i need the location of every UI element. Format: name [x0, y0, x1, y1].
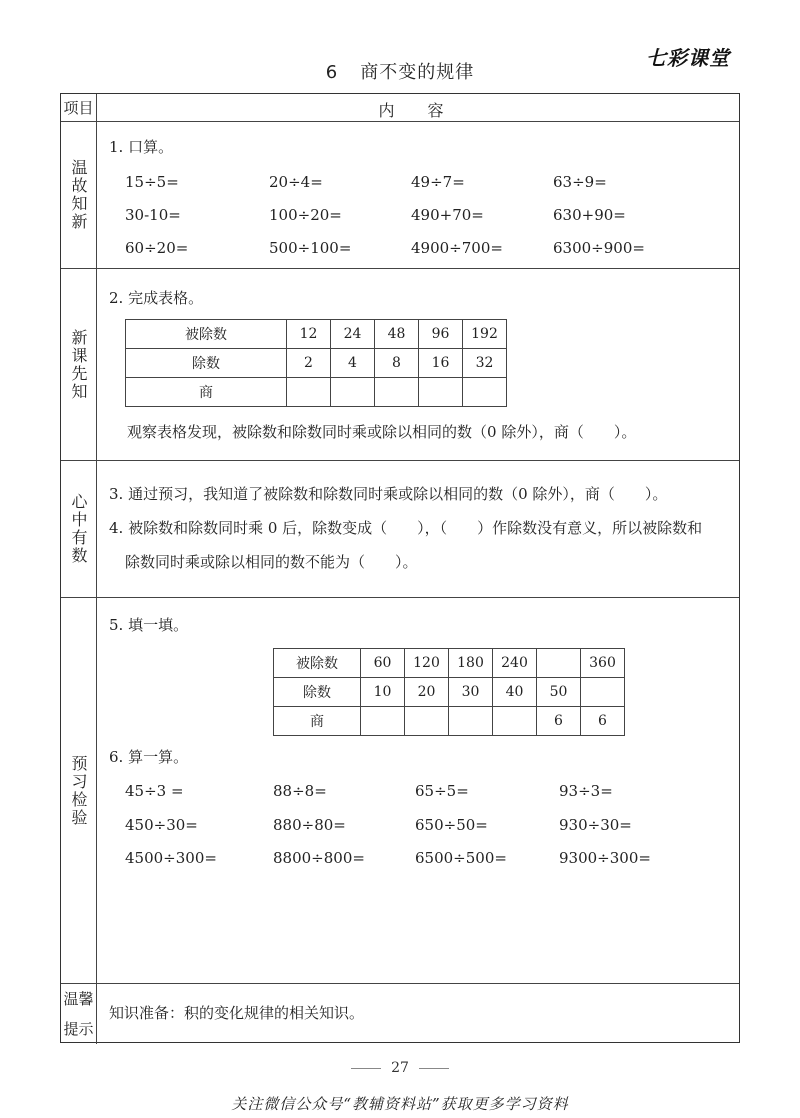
calc-item: 100÷20=: [269, 206, 342, 224]
observation-text: 观察表格发现，被除数和除数同时乘或除以相同的数（0 除外），商（ ）。: [127, 423, 637, 441]
table-cell: 96: [419, 320, 463, 349]
answer-cell[interactable]: [581, 678, 625, 707]
calc-item: 6300÷900=: [553, 239, 645, 257]
table-cell: 8: [375, 349, 419, 378]
content-column-header: 内 容: [378, 101, 458, 120]
question-3: 3. 通过预习，我知道了被除数和除数同时乘或除以相同的数（0 除外），商（ ）。: [109, 485, 668, 503]
table-cell: 180: [449, 649, 493, 678]
calc-item: 30-10=: [125, 206, 181, 224]
table-cell: 360: [581, 649, 625, 678]
calc-item: 6500÷500=: [415, 849, 507, 867]
table-cell: 120: [405, 649, 449, 678]
table-cell: 除数: [274, 678, 361, 707]
calc-item: 930÷30=: [559, 816, 632, 834]
calc-item: 630+90=: [553, 206, 626, 224]
divider: [351, 1068, 381, 1069]
brand-logo: 七彩课堂: [646, 46, 730, 70]
answer-cell[interactable]: [449, 707, 493, 736]
section-label: 温馨 提示: [63, 990, 94, 1038]
answer-cell[interactable]: [419, 378, 463, 407]
calc-item: 490+70=: [411, 206, 484, 224]
answer-cell[interactable]: [361, 707, 405, 736]
section-label: 温故知新: [69, 159, 88, 231]
tip-text: 知识准备：积的变化规律的相关知识。: [109, 1004, 365, 1022]
header-row: [61, 94, 739, 122]
table-cell: 24: [331, 320, 375, 349]
section-check: [61, 598, 739, 984]
section-label: 预习检验: [69, 754, 88, 827]
calc-item: 9300÷300=: [559, 849, 651, 867]
section-tip: [61, 984, 739, 1044]
divide-table: [125, 319, 507, 407]
calc-item: 88÷8=: [273, 782, 327, 800]
question-5: 5. 填一填。: [109, 616, 189, 634]
answer-cell[interactable]: [405, 707, 449, 736]
table-cell: 商: [274, 707, 361, 736]
section-label: 新课先知: [69, 328, 88, 401]
table-cell: 4: [331, 349, 375, 378]
table-cell: 240: [493, 649, 537, 678]
table-row: [126, 320, 507, 349]
calc-item: 650÷50=: [415, 816, 488, 834]
worksheet-frame: [60, 93, 740, 1043]
calc-item: 63÷9=: [553, 173, 607, 191]
table-cell: 10: [361, 678, 405, 707]
answer-cell[interactable]: [537, 649, 581, 678]
divider: [419, 1068, 449, 1069]
answer-cell[interactable]: [463, 378, 507, 407]
calc-item: 500÷100=: [269, 239, 352, 257]
answer-cell[interactable]: [493, 707, 537, 736]
table-cell: 16: [419, 349, 463, 378]
calc-item: 4900÷700=: [411, 239, 503, 257]
calc-item: 93÷3=: [559, 782, 613, 800]
table-row: [274, 649, 625, 678]
table-row: [126, 378, 507, 407]
answer-cell[interactable]: [287, 378, 331, 407]
answer-cell[interactable]: [375, 378, 419, 407]
section-review: [61, 122, 739, 269]
table-cell: 32: [463, 349, 507, 378]
item-column-header: 项目: [61, 94, 97, 121]
fill-table: [273, 648, 625, 736]
footer-note: 关注微信公众号“教辅资料站”获取更多学习资料: [231, 1095, 569, 1113]
calc-item: 450÷30=: [125, 816, 198, 834]
question-1: 1. 口算。: [109, 138, 174, 156]
table-cell: 被除数: [274, 649, 361, 678]
calc-item: 45÷3 =: [125, 782, 184, 800]
table-cell: 被除数: [126, 320, 287, 349]
table-row: [274, 707, 625, 736]
table-cell: 20: [405, 678, 449, 707]
calc-item: 8800÷800=: [273, 849, 365, 867]
page-number: 27: [0, 1060, 800, 1076]
lesson-title: 商不变的规律: [360, 62, 475, 83]
table-cell: 6: [537, 707, 581, 736]
calc-item: 49÷7=: [411, 173, 465, 191]
table-cell: 除数: [126, 349, 287, 378]
calc-item: 880÷80=: [273, 816, 346, 834]
calc-item: 65÷5=: [415, 782, 469, 800]
question-2: 2. 完成表格。: [109, 289, 204, 307]
table-cell: 30: [449, 678, 493, 707]
table-cell: 6: [581, 707, 625, 736]
answer-cell[interactable]: [331, 378, 375, 407]
calc-item: 60÷20=: [125, 239, 189, 257]
table-cell: 商: [126, 378, 287, 407]
question-4-cont: 除数同时乘或除以相同的数不能为（ ）。: [125, 553, 418, 571]
question-6: 6. 算一算。: [109, 748, 189, 766]
table-cell: 50: [537, 678, 581, 707]
table-cell: 40: [493, 678, 537, 707]
lesson-number: 6: [325, 62, 339, 83]
table-cell: 192: [463, 320, 507, 349]
table-row: [274, 678, 625, 707]
question-4: 4. 被除数和除数同时乘 0 后，除数变成（ ），（ ）作除数没有意义，所以被除数和: [109, 519, 703, 537]
table-cell: 12: [287, 320, 331, 349]
table-cell: 48: [375, 320, 419, 349]
table-cell: 60: [361, 649, 405, 678]
table-cell: 2: [287, 349, 331, 378]
calc-item: 4500÷300=: [125, 849, 217, 867]
section-label: 心中有数: [69, 493, 88, 565]
section-understanding: [61, 461, 739, 598]
section-preview: [61, 269, 739, 461]
calc-item: 20÷4=: [269, 173, 323, 191]
calc-item: 15÷5=: [125, 173, 179, 191]
table-row: [126, 349, 507, 378]
